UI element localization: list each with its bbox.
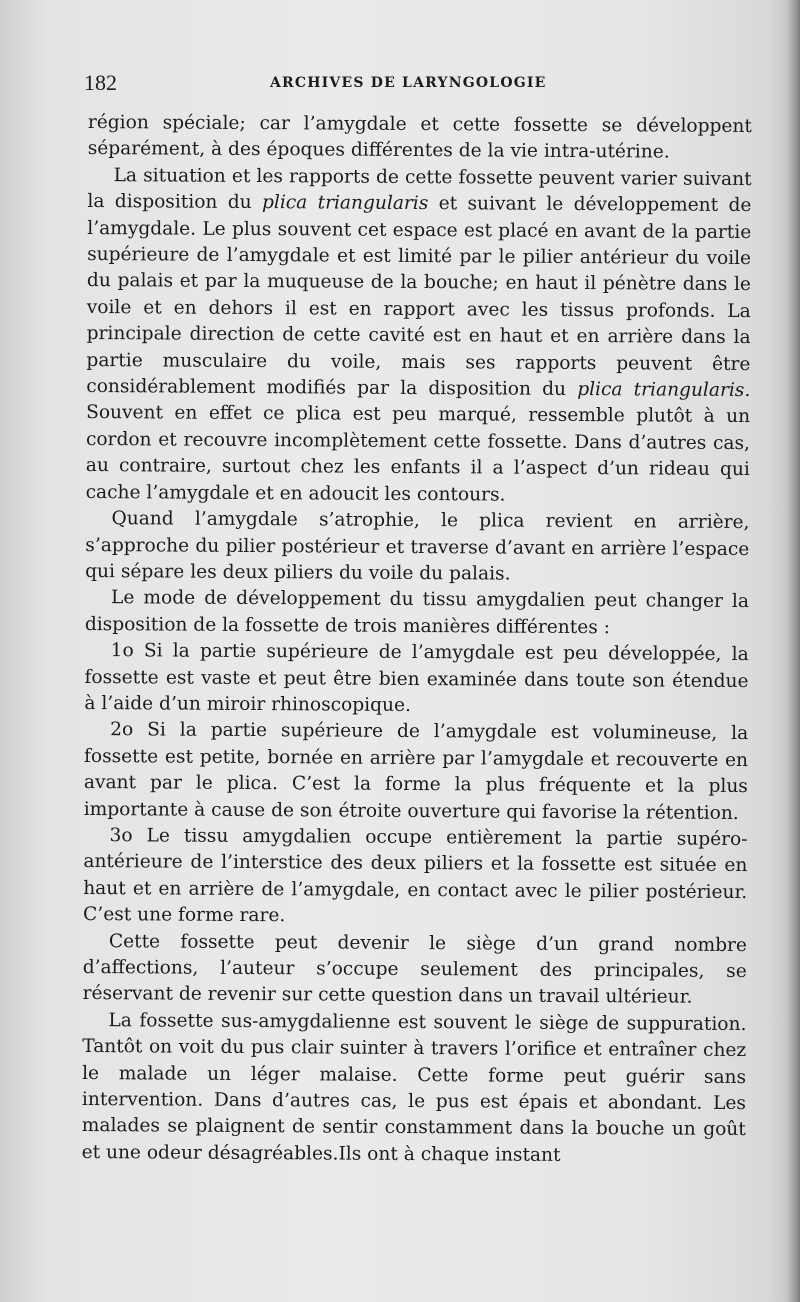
paragraph xyxy=(83,823,748,933)
text-run: La fossette sus-amygdalienne est souvent le siège de suppuration. Tantôt on voit du pus clair suinter à travers l’orifice et entraîner chez le malade un léger malaise. Cette forme peut guérir sans intervention. Dans d’autres cas, le pus est épais et abondant. Les malades se plaignent de sentir constamment dans la bouche un goût et une odeur désagréables.Ils ont à chaque instant xyxy=(81,1009,747,1166)
text-run: et suivant le développement de l’amygdale. Le plus souvent cet espace est placé en avant de la partie supérieure de l’amygdale et est limité par le pilier antérieur du voile du palais et par la muqueuse de la bouche; en haut il pénètre dans le voile et en dehors il est en rapport avec les tissus profonds. La principale direction de cette cavité est en haut et en arrière dans la partie musculaire du voile, mais ses rapports peuvent être considérablement modifiés par la disposition du xyxy=(86,193,752,401)
body-text xyxy=(82,110,752,1170)
text-run: Le mode de développement du tissu amygdalien peut changer la disposition de la fossette de trois manières différentes : xyxy=(84,587,750,638)
running-head: ARCHIVES DE LARYNGOLOGIE xyxy=(270,75,547,91)
paragraph xyxy=(88,110,752,167)
page-number: 182 xyxy=(84,70,117,95)
page-header xyxy=(84,70,754,100)
text-run: . Souvent en effet ce plica est peu marqué, ressemble plutôt à un cordon et recouvre incomplètement cette fossette. Dans d’autres cas, au contraire, surtout chez les enfants il a l’aspect d’un rideau qui cache l’amygdale et en adoucit les contours. xyxy=(85,380,751,506)
paragraph xyxy=(83,929,747,1012)
text-run: 2o Si la partie supérieure de l’amygdale est volumineuse, la fossette est petite, bornée en arrière par l’amygdale et recouverte en avant par le plica. C’est la forme la plus fréquente et la plus importante à cause de son étroite ouverture qui favorise la rétention. xyxy=(83,719,749,824)
paragraph xyxy=(82,1008,747,1170)
text-run: Quand l’amygdale s’atrophie, le plica revient en arrière, s’approche du pilier postérieur et traverse d’avant en arrière l’espace qui sépare les deux piliers du voile du palais. xyxy=(85,508,750,585)
text-run: Cette fossette peut devenir le siège d’un grand nombre d’affections, l’auteur s’occupe seulement des principales, se réservant de revenir sur cette question dans un travail ultérieur. xyxy=(82,930,747,1009)
paragraph xyxy=(84,717,749,827)
paragraph xyxy=(84,638,748,721)
italic-term: plica triangularis xyxy=(261,192,429,215)
paragraph xyxy=(85,585,749,642)
italic-term: plica triangularis xyxy=(577,379,745,402)
page-edge-shadow xyxy=(786,0,800,1302)
text-run: région spéciale; car l’amygdale et cette fossette se développent séparément, à des époques différentes de la vie intra-utérine. xyxy=(87,111,752,163)
text-run: La situation et les rapports de cette fossette peuvent varier suivant la disposition du xyxy=(87,164,752,214)
text-run: 1o Si la partie supérieure de l’amygdale est peu développée, la fossette est vaste et peut être bien examinée dans toute son étendue à l’aide d’un miroir rhinoscopique. xyxy=(84,640,749,716)
text-run: 3o Le tissu amygdalien occupe entièrement la partie supéro-antérieure de l’interstice des deux piliers et la fossette est située en haut et en arrière de l’amygdale, en contact avec le pilier postérieur. C’est une forme rare. xyxy=(83,825,748,927)
paragraph xyxy=(85,506,749,589)
paragraph xyxy=(86,163,752,510)
